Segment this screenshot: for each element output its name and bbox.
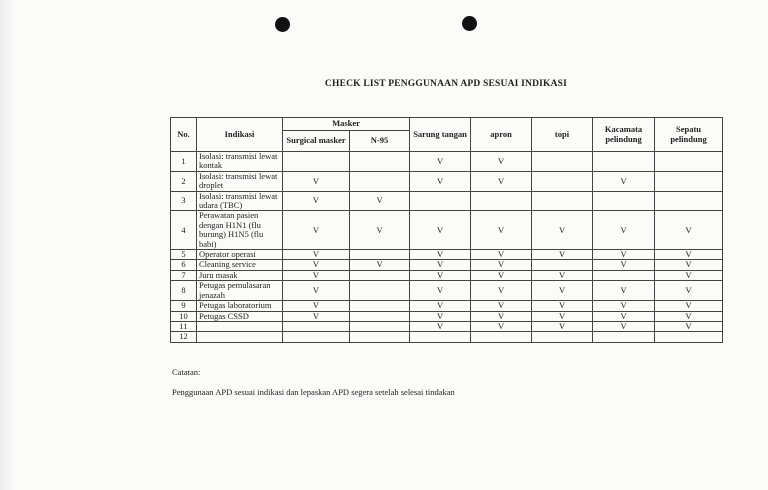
row-number: 6 [171, 260, 197, 270]
catatan-label: Catatan: [172, 367, 201, 377]
table-row [171, 301, 723, 311]
check-mark-cell [532, 332, 593, 342]
check-mark-cell [410, 191, 471, 211]
row-number: 4 [171, 211, 197, 250]
check-mark-cell [350, 270, 410, 280]
check-mark-cell: V [471, 281, 532, 301]
check-mark-cell: V [532, 250, 593, 260]
check-mark-cell [350, 332, 410, 342]
row-number: 5 [171, 250, 197, 260]
check-mark-cell [471, 332, 532, 342]
check-mark-cell: V [410, 321, 471, 331]
check-mark-cell: V [410, 301, 471, 311]
header-kacamata: Kacamata pelindung [593, 118, 655, 152]
check-mark-cell [350, 301, 410, 311]
check-mark-cell: V [655, 250, 723, 260]
check-mark-cell: V [655, 260, 723, 270]
check-mark-cell [410, 332, 471, 342]
row-indikasi: Isolasi: transmisi lewat droplet [197, 171, 283, 191]
check-mark-cell: V [532, 211, 593, 250]
apd-checklist-table [170, 117, 723, 343]
table-row [171, 281, 723, 301]
row-indikasi: Isolasi: transmisi lewat udara (TBC) [197, 191, 283, 211]
check-mark-cell [471, 191, 532, 211]
check-mark-cell: V [532, 270, 593, 280]
check-mark-cell: V [532, 311, 593, 321]
header-sarung-tangan: Sarung tangan [410, 118, 471, 152]
punch-hole-left [275, 17, 290, 32]
table-row [171, 152, 723, 172]
header-n95: N-95 [350, 131, 410, 152]
header-indikasi: Indikasi [197, 118, 283, 152]
check-mark-cell [350, 311, 410, 321]
row-number: 1 [171, 152, 197, 172]
punch-hole-right [462, 16, 477, 31]
check-mark-cell: V [532, 321, 593, 331]
check-mark-cell: V [471, 171, 532, 191]
check-mark-cell: V [471, 260, 532, 270]
check-mark-cell [593, 332, 655, 342]
check-mark-cell: V [283, 211, 350, 250]
check-mark-cell: V [283, 171, 350, 191]
table-row [171, 270, 723, 280]
row-indikasi: Operator operasi [197, 250, 283, 260]
check-mark-cell: V [410, 281, 471, 301]
check-mark-cell: V [471, 211, 532, 250]
check-mark-cell [350, 250, 410, 260]
table-row [171, 311, 723, 321]
check-mark-cell: V [410, 250, 471, 260]
check-mark-cell: V [410, 270, 471, 280]
check-mark-cell: V [655, 301, 723, 311]
check-mark-cell: V [410, 152, 471, 172]
header-surgical-masker: Surgical masker [283, 131, 350, 152]
row-number: 8 [171, 281, 197, 301]
check-mark-cell: V [410, 311, 471, 321]
document-title: CHECK LIST PENGGUNAAN APD SESUAI INDIKASI [324, 79, 568, 89]
row-number: 7 [171, 270, 197, 280]
row-indikasi: Cleaning service [197, 260, 283, 270]
header-masker: Masker [283, 118, 410, 131]
row-indikasi: Isolasi: transmisi lewat kontak [197, 152, 283, 172]
row-number: 12 [171, 332, 197, 342]
check-mark-cell: V [471, 152, 532, 172]
check-mark-cell [283, 152, 350, 172]
header-topi: topi [532, 118, 593, 152]
check-mark-cell: V [410, 171, 471, 191]
check-mark-cell [283, 321, 350, 331]
check-mark-cell: V [655, 281, 723, 301]
row-indikasi: Juru masak [197, 270, 283, 280]
row-indikasi: Petugas laboratorium [197, 301, 283, 311]
check-mark-cell: V [283, 281, 350, 301]
row-number: 3 [171, 191, 197, 211]
check-mark-cell: V [283, 250, 350, 260]
row-indikasi: Perawatan pasien dengan H1N1 (flu burung) H1N5 (flu babi) [197, 211, 283, 250]
table-row [171, 171, 723, 191]
table-body [171, 152, 723, 343]
row-number: 2 [171, 171, 197, 191]
check-mark-cell [655, 332, 723, 342]
check-mark-cell: V [471, 270, 532, 280]
check-mark-cell: V [593, 260, 655, 270]
check-mark-cell: V [655, 270, 723, 280]
footer-note: Penggunaan APD sesuai indikasi dan lepaskan APD segera setelah selesai tindakan [172, 387, 455, 397]
check-mark-cell: V [532, 281, 593, 301]
check-mark-cell: V [283, 311, 350, 321]
check-mark-cell: V [350, 260, 410, 270]
row-number: 10 [171, 311, 197, 321]
check-mark-cell: V [350, 191, 410, 211]
check-mark-cell: V [593, 301, 655, 311]
check-mark-cell: V [532, 301, 593, 311]
header-sepatu: Sepatu pelindung [655, 118, 723, 152]
check-mark-cell: V [593, 321, 655, 331]
check-mark-cell [532, 191, 593, 211]
check-mark-cell [532, 152, 593, 172]
table-row [171, 321, 723, 331]
check-mark-cell [593, 191, 655, 211]
check-mark-cell: V [410, 211, 471, 250]
table-row [171, 191, 723, 211]
check-mark-cell: V [350, 211, 410, 250]
row-indikasi: Petugas CSSD [197, 311, 283, 321]
check-mark-cell: V [471, 321, 532, 331]
check-mark-cell: V [283, 301, 350, 311]
check-mark-cell [655, 171, 723, 191]
check-mark-cell [593, 270, 655, 280]
check-mark-cell: V [593, 281, 655, 301]
check-mark-cell [532, 171, 593, 191]
check-mark-cell: V [593, 211, 655, 250]
table-row [171, 260, 723, 270]
row-indikasi: Petugas pemulasaran jenazah [197, 281, 283, 301]
header-apron: apron [471, 118, 532, 152]
table-row [171, 211, 723, 250]
row-number: 9 [171, 301, 197, 311]
check-mark-cell: V [655, 321, 723, 331]
check-mark-cell [350, 152, 410, 172]
row-indikasi [197, 332, 283, 342]
table-row [171, 250, 723, 260]
check-mark-cell [283, 332, 350, 342]
row-number: 11 [171, 321, 197, 331]
check-mark-cell: V [593, 171, 655, 191]
check-mark-cell [655, 191, 723, 211]
check-mark-cell: V [410, 260, 471, 270]
header-no: No. [171, 118, 197, 152]
check-mark-cell: V [593, 311, 655, 321]
check-mark-cell: V [283, 270, 350, 280]
check-mark-cell: V [283, 260, 350, 270]
check-mark-cell: V [283, 191, 350, 211]
check-mark-cell [350, 321, 410, 331]
check-mark-cell: V [593, 250, 655, 260]
check-mark-cell: V [471, 311, 532, 321]
row-indikasi [197, 321, 283, 331]
check-mark-cell: V [655, 311, 723, 321]
check-mark-cell: V [655, 211, 723, 250]
page-edge-shadow [0, 0, 14, 490]
table-row [171, 332, 723, 342]
check-mark-cell [350, 281, 410, 301]
check-mark-cell [350, 171, 410, 191]
check-mark-cell: V [471, 301, 532, 311]
check-mark-cell [593, 152, 655, 172]
check-mark-cell [532, 260, 593, 270]
check-mark-cell [655, 152, 723, 172]
check-mark-cell: V [471, 250, 532, 260]
